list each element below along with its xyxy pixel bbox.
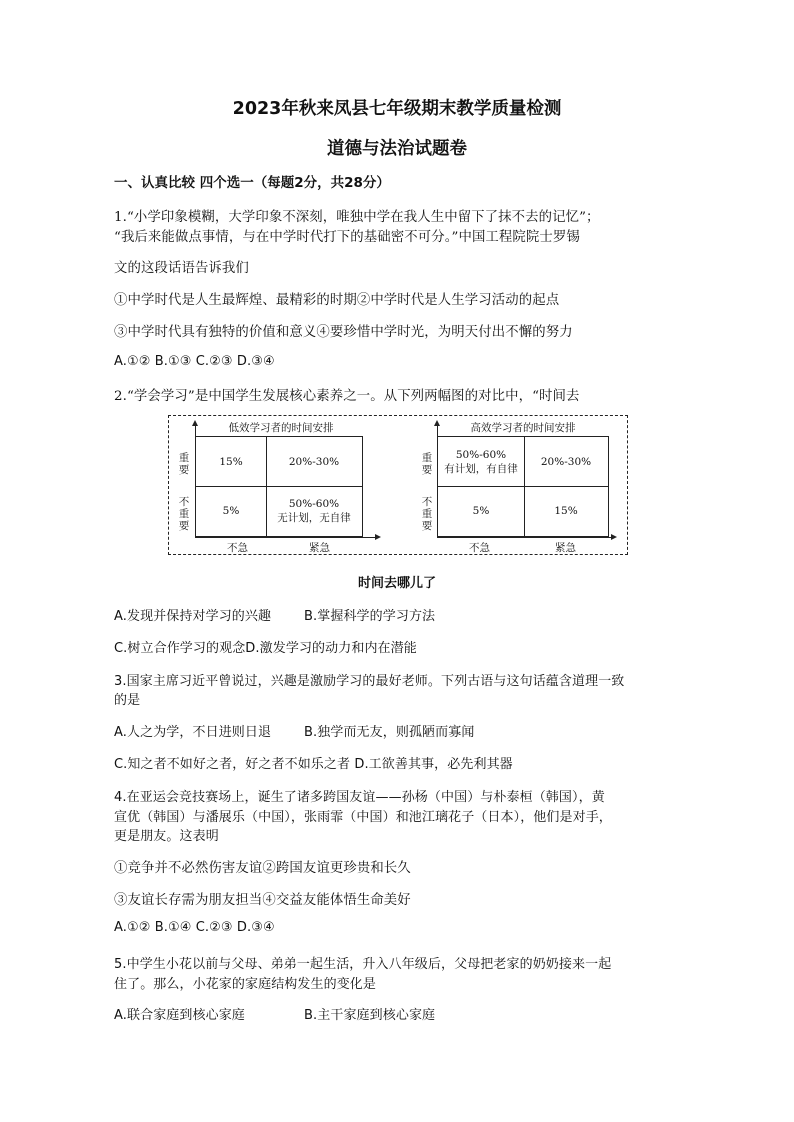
right-cell-unimportant-urgent: 15% [554, 505, 578, 517]
q5-stem-line2: 住了。那么，小花家的家庭结构发生的变化是 [114, 977, 377, 992]
left-cell-important-urgent: 20%-30% [288, 455, 340, 468]
left-x-arrow [375, 534, 381, 540]
left-x-label-urgent: 紧急 [309, 542, 330, 554]
right-x-axis [437, 537, 613, 538]
q4-statements-1: ①竞争并不必然伤害友谊②跨国友谊更珍贵和长久 [114, 861, 411, 876]
right-x-arrow [611, 534, 617, 540]
right-x-label-urgent: 紧急 [555, 542, 576, 554]
left-quadrant-grid [195, 436, 363, 537]
left-x-label-not-urgent: 不急 [227, 542, 248, 554]
right-y-label-important: 重要 [421, 452, 433, 476]
q4-answer-options: A.①② B.①④ C.②③ D.③④ [114, 920, 275, 935]
right-cell-important-not-urgent-value: 50%-60% [455, 448, 507, 461]
right-y-arrow [434, 420, 440, 426]
q5-option-b: B.主干家庭到核心家庭 [304, 1008, 436, 1023]
left-cell-unimportant-urgent-value: 50%-60% [288, 498, 340, 510]
right-quadrant-grid [437, 436, 609, 537]
left-cell-unimportant-not-urgent: 5% [222, 505, 240, 517]
q3-stem-line2: 的是 [114, 693, 141, 708]
q1-statements-2: ③中学时代具有独特的价值和意义④要珍惜中学时光，为明天付出不懈的努力 [114, 325, 573, 340]
left-y-label-important: 重要 [178, 452, 190, 476]
left-cell-important-not-urgent: 15% [219, 455, 243, 468]
exam-subtitle: 道德与法治试题卷 [327, 139, 467, 159]
diagram-caption: 时间去哪儿了 [357, 576, 436, 591]
section-heading: 一、认真比较 四个选一（每题2分，共28分） [114, 175, 390, 191]
q5-option-a: A.联合家庭到核心家庭 [114, 1008, 245, 1023]
right-cell-important-not-urgent [438, 437, 524, 486]
q1-stem-line1: 1.“小学印象模糊，大学印象不深刻，唯独中学在我人生中留下了抹不去的记忆”； [114, 210, 600, 225]
left-x-axis [195, 537, 377, 538]
q4-stem-line2: 宣优（韩国）与潘展乐（中国），张雨霏（中国）和池江璃花子（日本），他们是对手， [114, 810, 612, 825]
q3-option-a: A.人之为学，不日进则日退 [114, 725, 272, 740]
q2-stem-line1: 2.“学会学习”是中国学生发展核心素养之一。从下列两幅图的对比中，“时间去 [114, 389, 580, 404]
left-y-arrow [192, 420, 198, 426]
left-cell-unimportant-urgent [266, 486, 362, 536]
q1-stem-line2: “我后来能做点事情，与在中学时代打下的基础密不可分。”中国工程院院士罗锡 [114, 230, 580, 245]
right-chart-title: 高效学习者的时间安排 [470, 422, 576, 434]
q2-option-c-d: C.树立合作学习的观念D.激发学习的动力和内在潜能 [114, 641, 417, 656]
q4-statements-2: ③友谊长存需为朋友担当④交益友能体悟生命美好 [114, 893, 411, 908]
q1-answer-options: A.①② B.①③ C.②③ D.③④ [114, 354, 275, 369]
right-cell-unimportant-not-urgent: 5% [472, 505, 490, 517]
q3-stem-line1: 3.国家主席习近平曾说过，兴趣是激励学习的最好老师。下列古语与这句话蕴含道理一致 [114, 674, 625, 689]
left-cell-note: 无计划，无自律 [277, 512, 351, 524]
q2-option-b: B.掌握科学的学习方法 [304, 609, 436, 624]
q5-stem-line1: 5.中学生小花以前与父母、弟弟一起生活，升入八年级后，父母把老家的奶奶接来一起 [114, 957, 612, 972]
q3-option-b: B.独学而无友，则孤陋而寡闻 [304, 725, 475, 740]
time-management-diagram [168, 415, 628, 555]
exam-title: 2023年秋来凤县七年级期末教学质量检测 [232, 99, 562, 119]
q1-stem-line3: 文的这段话语告诉我们 [114, 261, 249, 276]
q1-statements-1: ①中学时代是人生最辉煌、最精彩的时期②中学时代是人生学习活动的起点 [114, 293, 560, 308]
q4-stem-line1: 4.在亚运会竞技赛场上，诞生了诸多跨国友谊——孙杨（中国）与朴泰桓（韩国），黄 [114, 790, 605, 805]
q4-stem-line3: 更是朋友。这表明 [114, 829, 219, 844]
left-chart-title: 低效学习者的时间安排 [228, 422, 334, 434]
right-y-label-not-important: 不重要 [421, 496, 433, 532]
right-cell-note: 有计划，有自律 [444, 462, 518, 475]
q3-option-c-d: C.知之者不如好之者，好之者不如乐之者 D.工欲善其事，必先利其器 [114, 757, 513, 772]
q2-option-a: A.发现并保持对学习的兴趣 [114, 609, 272, 624]
right-cell-important-urgent: 20%-30% [540, 455, 592, 468]
right-x-label-not-urgent: 不急 [469, 542, 490, 554]
left-y-label-not-important: 不重要 [178, 496, 190, 532]
